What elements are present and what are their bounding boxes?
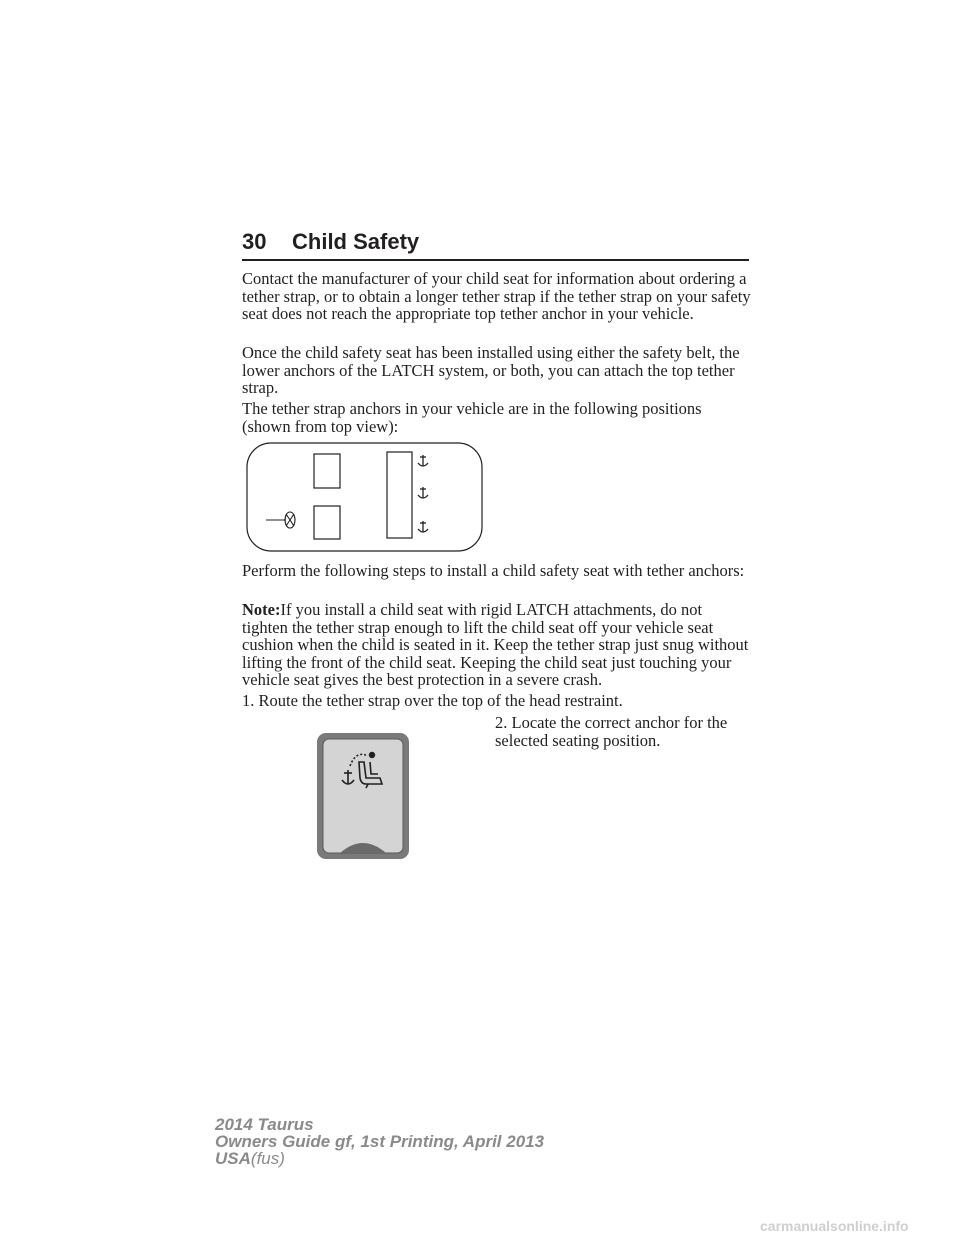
footer-line-1: 2014 Taurus [215,1115,314,1134]
tether-anchor-positions-diagram [246,442,484,554]
footer-line-2: Owners Guide gf, 1st Printing, April 2013 [215,1132,545,1151]
header-rule [242,259,749,261]
watermark: carmanualsonline.info [760,1218,909,1234]
paragraph-contact-manufacturer: Contact the manufacturer of your child seat for information about ordering a tether strap, or to obtain a longer tether strap if the tether strap on your safety seat does not reach the appropriate top tether anchor in your vehicle. [242,269,751,323]
footer-region-code: (fus) [250,1149,285,1168]
page-number: 30 [242,229,267,254]
paragraph-perform-steps: Perform the following steps to install a child safety seat with tether anchors: [242,561,745,580]
section-title: Child Safety [292,229,420,254]
step-2: 2. Locate the correct anchor for the selected seating position. [495,713,728,750]
note-text: If you install a child seat with rigid LATCH attachments, do not tighten the tether strap enough to lift the child seat off your vehicle seat cushion when the child is seated in it. Keep the tether strap just snug without lifting the front of the child seat. Keeping the child seat just touching your vehicle seat gives the best protection in a severe crash. [242,600,749,689]
step-1: 1. Route the tether strap over the top of the head restraint. [242,691,623,710]
footer [215,1116,544,1167]
tether-anchor-cover-illustration [316,732,410,860]
note-paragraph [242,601,752,689]
paragraph-anchor-positions: The tether strap anchors in your vehicle are in the following positions (shown from top view): [242,399,702,436]
paragraph-once-installed: Once the child safety seat has been installed using either the safety belt, the lower anchors of the LATCH system, or both, you can attach the top tether strap. [242,343,740,397]
note-label: Note: [242,600,281,619]
footer-line-3 [215,1150,544,1167]
footer-region: USA [215,1149,251,1168]
